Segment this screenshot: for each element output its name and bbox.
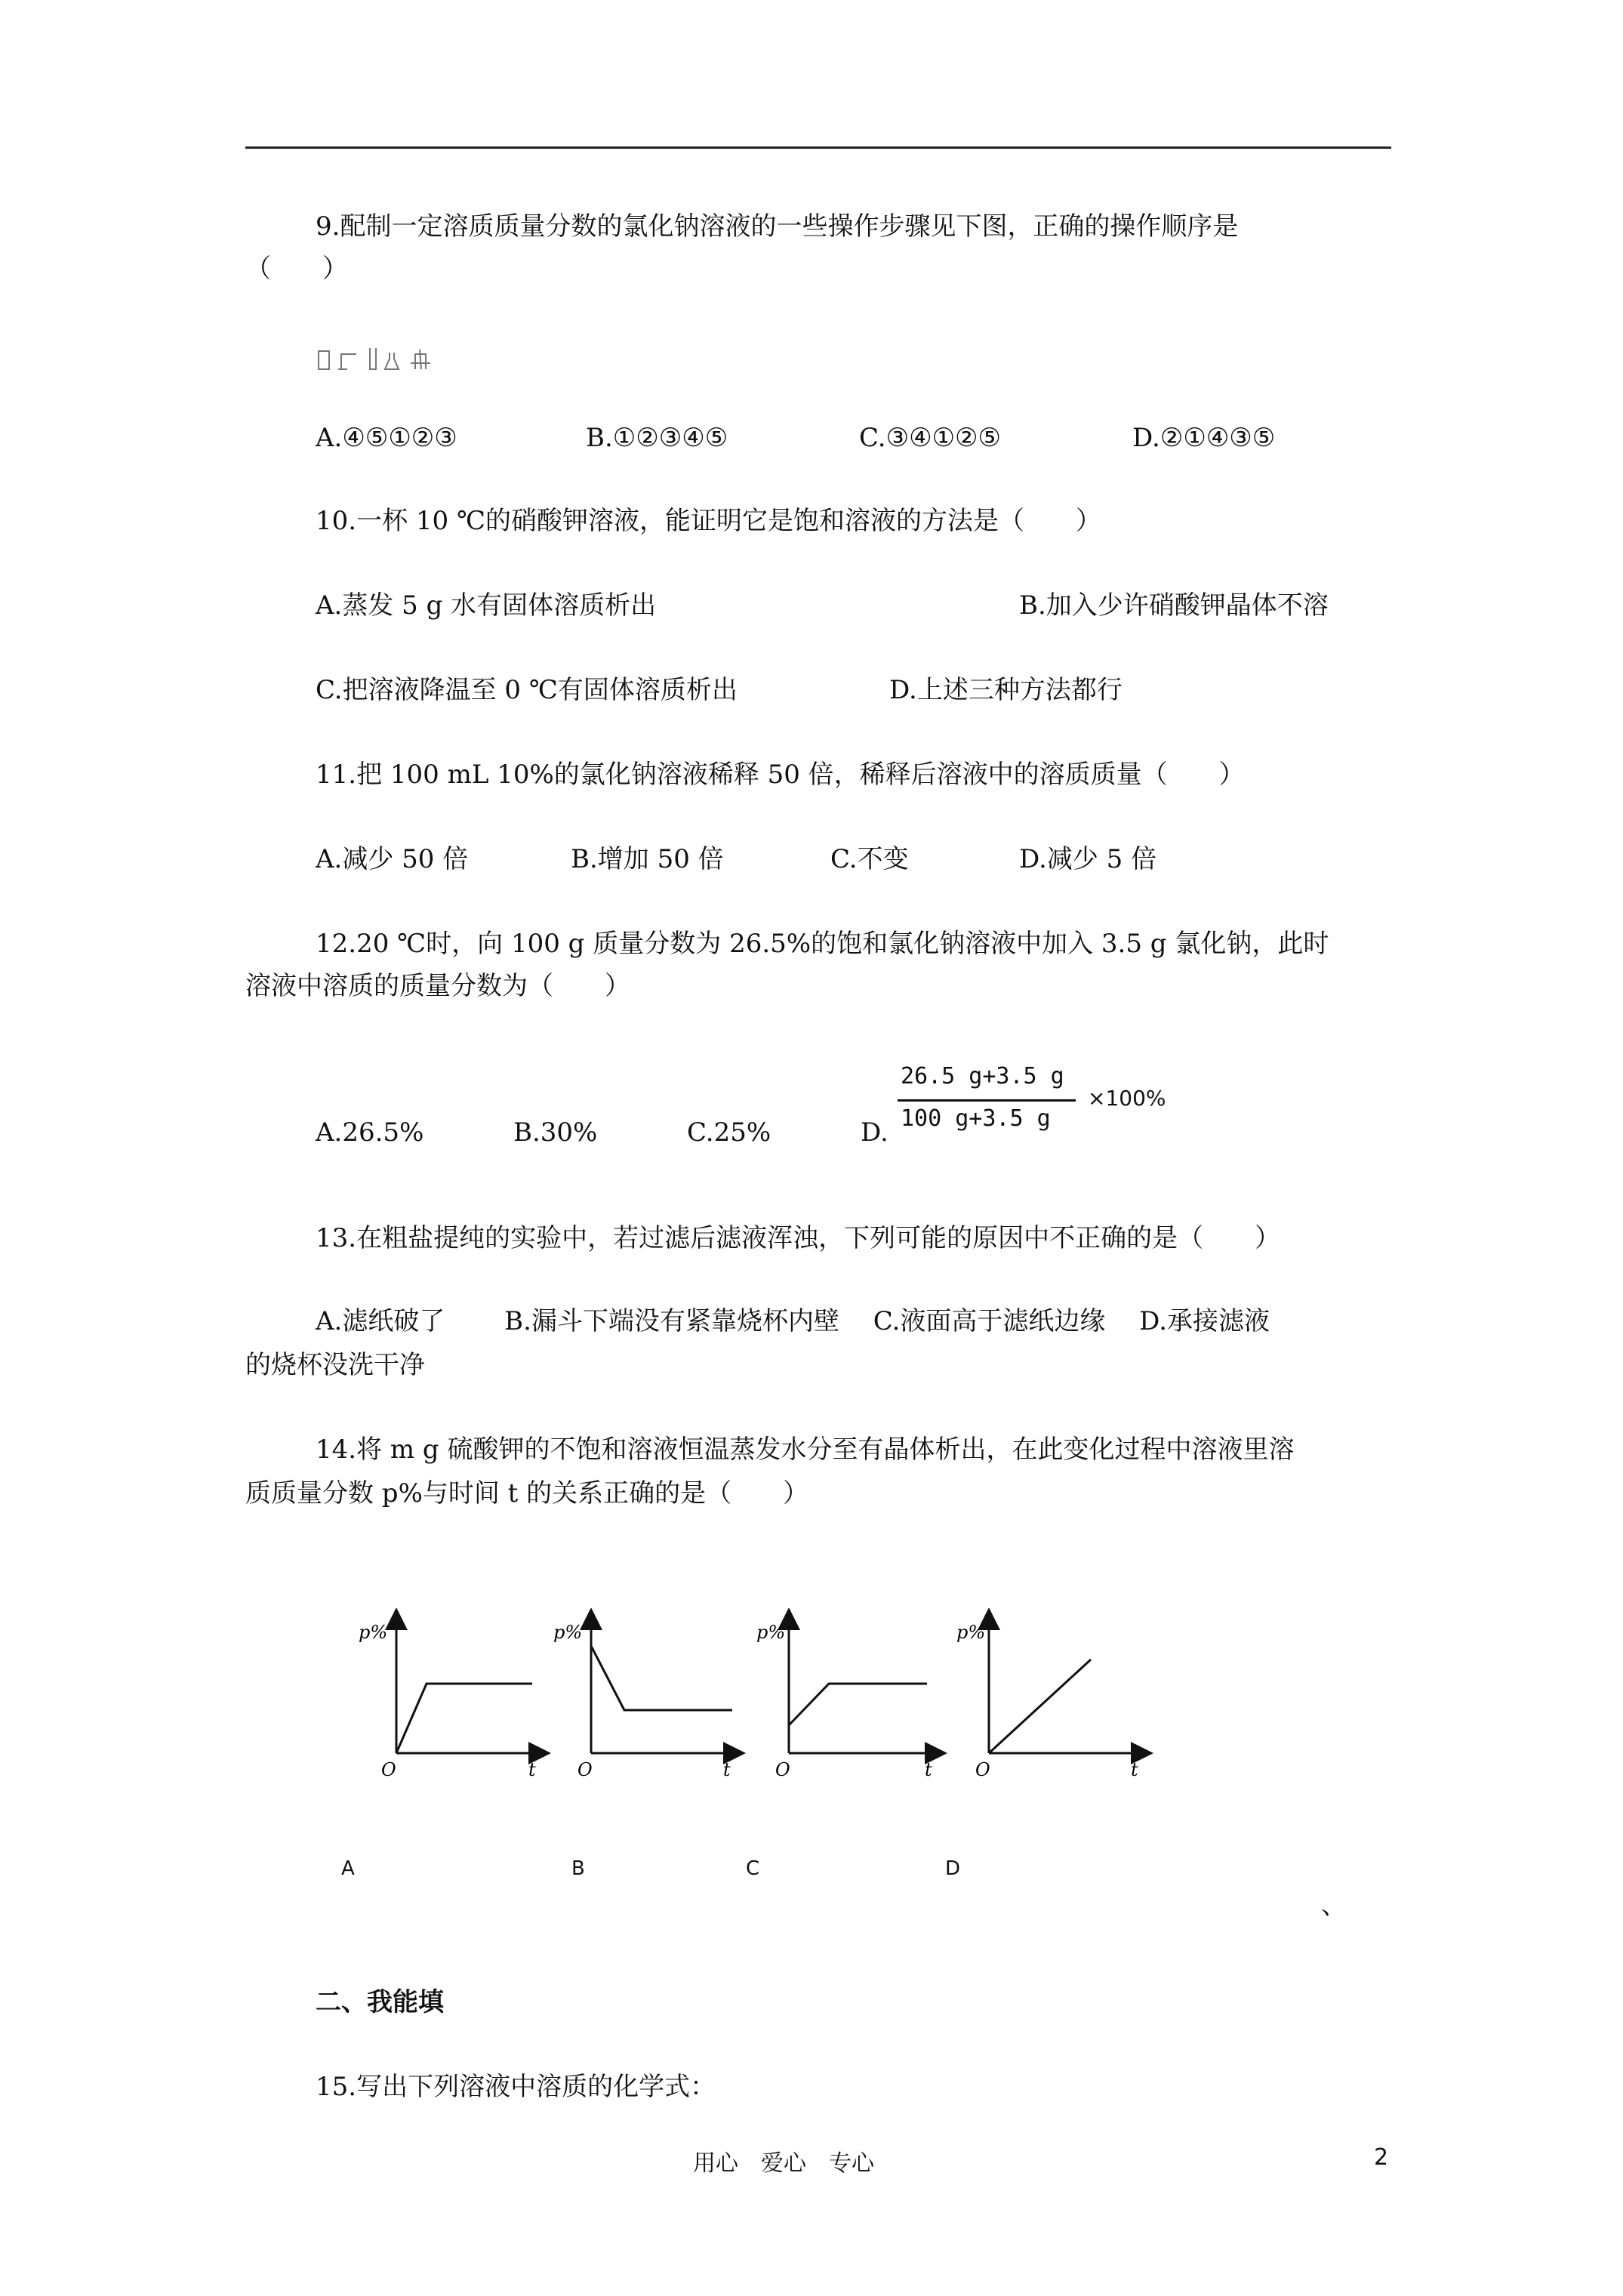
q14-graph-b <box>540 1608 759 1782</box>
header-rule <box>245 146 1391 149</box>
graph-b-xlabel: t <box>723 1759 731 1780</box>
graph-c-xlabel: t <box>925 1759 932 1780</box>
flask-icon <box>385 353 399 369</box>
q14-trailing-mark: 、 <box>1321 1891 1347 1921</box>
q14-stem-line1: 14.将 m g 硫酸钾的不饱和溶液恒温蒸发水分至有晶体析出，在此变化过程中溶液里溶 <box>316 1435 1295 1465</box>
q14-graph-d-label: D <box>945 1857 961 1880</box>
q14-graph-d <box>940 1608 1159 1782</box>
q9-stem-line2: （ ） <box>245 254 348 284</box>
footer-text: 用心 爱心 专心 <box>693 2150 874 2177</box>
q9-option-b: B.①②③④⑤ <box>586 423 728 453</box>
q12-option-a: A.26.5% <box>316 1117 424 1148</box>
q12-option-c: C.25% <box>687 1117 771 1148</box>
graph-c-curve <box>789 1684 927 1725</box>
graph-a-ylabel: p% <box>359 1622 388 1643</box>
q13-options-line2: 的烧杯没洗干净 <box>245 1350 425 1380</box>
fraction-bar <box>898 1099 1076 1102</box>
q10-stem: 10.一杯 10 ℃的硝酸钾溶液，能证明它是饱和溶液的方法是（ ） <box>316 506 1101 536</box>
graph-c-ylabel: p% <box>756 1622 786 1643</box>
q11-stem: 11.把 100 mL 10%的氯化钠溶液稀释 50 倍，稀释后溶液中的溶质质量（ ） <box>316 760 1245 790</box>
q14-graph-a <box>347 1608 566 1782</box>
q9-option-d: D.②①④③⑤ <box>1132 423 1276 453</box>
graph-b-ylabel: p% <box>553 1622 583 1643</box>
graph-d-curve <box>989 1660 1091 1753</box>
q11-option-c: C.不变 <box>830 844 909 874</box>
q9-option-c: C.③④①②⑤ <box>859 423 1002 453</box>
q9-steps-figure <box>317 344 453 374</box>
q15-stem: 15.写出下列溶液中溶质的化学式： <box>316 2072 716 2102</box>
q12-stem-line1: 12.20 ℃时，向 100 g 质量分数为 26.5%的饱和氯化钠溶液中加入 3.5 g 氯化钠，此时 <box>316 929 1329 959</box>
q9-stem-line1: 9.配制一定溶质质量分数的氯化钠溶液的一些操作步骤见下图，正确的操作顺序是 <box>316 211 1239 242</box>
fraction-denominator: 100 g+3.5 g <box>901 1105 1051 1132</box>
graph-d-xlabel: t <box>1131 1759 1138 1780</box>
q10-option-a: A.蒸发 5 g 水有固体溶质析出 <box>316 590 657 621</box>
beaker-icon <box>319 351 329 369</box>
q11-option-a: A.减少 50 倍 <box>316 844 469 874</box>
q13-options-line1: A.滤纸破了 B.漏斗下端没有紧靠烧杯内壁 C.液面高于滤纸边缘 D.承接滤液 <box>316 1306 1270 1336</box>
q12-option-d: D. <box>861 1117 888 1148</box>
graph-a-xlabel: t <box>528 1759 536 1780</box>
q12-option-b: B.30% <box>513 1117 598 1148</box>
q10-option-b: B.加入少许硝酸钾晶体不溶 <box>1019 590 1329 621</box>
q14-graph-c <box>740 1608 959 1782</box>
q14-stem-line2: 质质量分数 p%与时间 t 的关系正确的是（ ） <box>245 1478 809 1509</box>
q10-option-d: D.上述三种方法都行 <box>889 675 1123 705</box>
graph-d-ylabel: p% <box>956 1622 986 1643</box>
q10-option-c: C.把溶液降温至 0 ℃有固体溶质析出 <box>316 675 738 705</box>
q14-graph-c-label: C <box>746 1857 760 1880</box>
section-2-title: 二、我能填 <box>316 1987 444 2017</box>
graph-b-origin: O <box>577 1759 593 1780</box>
cylinder-icon <box>370 348 376 369</box>
graph-a-curve <box>396 1684 532 1753</box>
q9-option-a: A.④⑤①②③ <box>316 423 457 453</box>
q12-stem-line2: 溶液中溶质的质量分数为（ ） <box>245 971 630 1001</box>
q13-stem: 13.在粗盐提纯的实验中，若过滤后滤液浑浊，下列可能的原因中不正确的是（ ） <box>316 1223 1281 1253</box>
graph-d-origin: O <box>975 1759 990 1780</box>
fraction-multiplier: ×100% <box>1088 1086 1166 1111</box>
stirring-icon <box>411 350 430 369</box>
balance-icon <box>338 354 356 369</box>
q14-graph-b-label: B <box>571 1857 585 1880</box>
q12-option-d-fraction <box>895 1063 1185 1139</box>
graph-b-curve <box>591 1646 732 1710</box>
fraction-numerator: 26.5 g+3.5 g <box>901 1063 1064 1089</box>
graph-c-origin: O <box>775 1759 790 1780</box>
q11-option-d: D.减少 5 倍 <box>1019 844 1157 874</box>
page-number: 2 <box>1374 2144 1389 2171</box>
q14-graph-a-label: A <box>341 1857 355 1880</box>
q11-option-b: B.增加 50 倍 <box>571 844 724 874</box>
graph-a-origin: O <box>381 1759 396 1780</box>
